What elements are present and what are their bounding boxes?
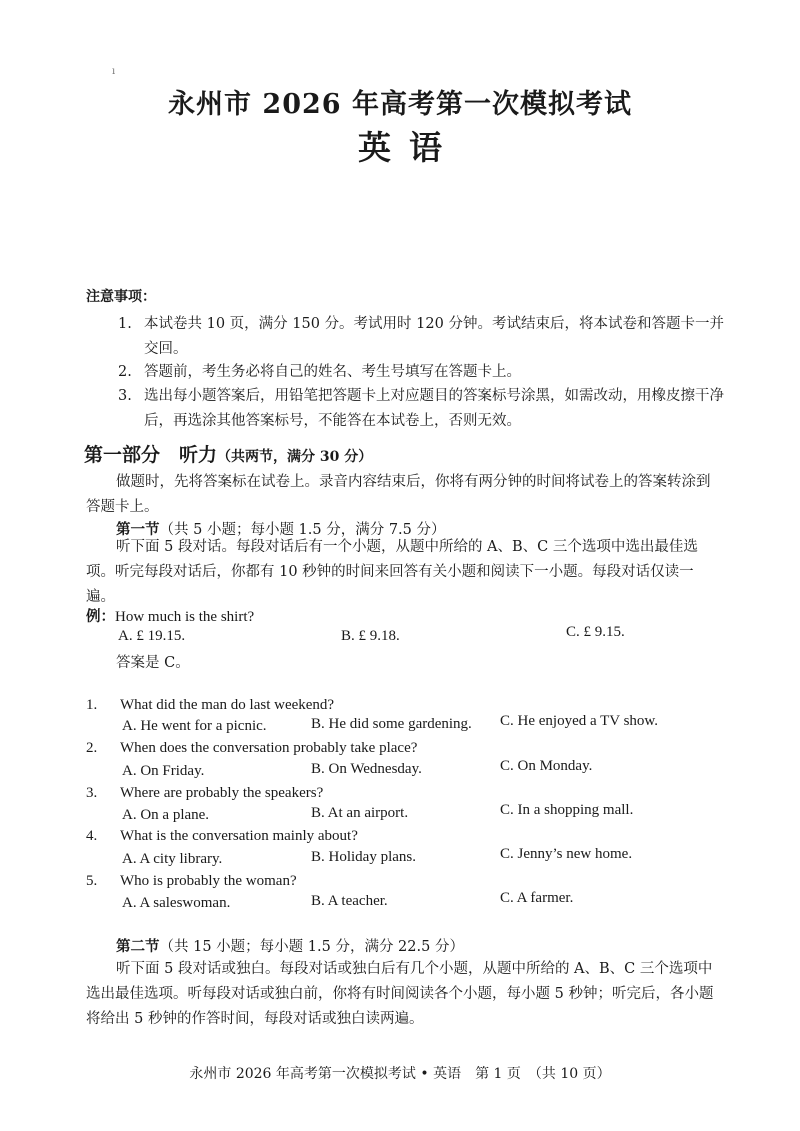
question-3-option-c: C. In a shopping mall. [500,802,634,818]
question-text: Who is probably the woman? [120,873,297,889]
note-item [118,312,728,362]
example-option-c: C. £ 9.15. [566,624,625,640]
exam-title: 永州市 2026 年高考第一次模拟考试 [168,89,632,120]
question-number: 3. [86,785,98,801]
question-1 [86,697,334,714]
notes-heading: 注意事项： [86,289,156,305]
example-label: 例： [86,608,115,625]
section2-title: 第二节 [116,938,160,955]
question-2 [86,740,417,757]
question-4-option-b: B. Holiday plans. [311,849,416,865]
note-number: 2. [118,364,132,380]
question-2-option-b: B. On Wednesday. [311,761,422,777]
corner-mark: ı [112,66,116,77]
note-item [118,360,728,385]
example-question [86,605,254,626]
example-option-a: A. £ 19.15. [118,628,186,644]
subject-title: 英语 [358,128,460,167]
question-number: 1. [86,697,98,713]
part1-title: 第一部分 听力 [84,444,218,466]
note-text: 本试卷共 10 页，满分 150 分。考试用时 120 分钟。考试结束后，将本试卷和答题卡一并交回。 [144,316,724,357]
example-answer: 答案是 C。 [116,655,190,671]
example-option-b: B. £ 9.18. [341,628,400,644]
question-5 [86,873,297,890]
page-footer: 永州市 2026 年高考第一次模拟考试 • 英语 第 1 页 （共 10 页） [189,1066,611,1082]
question-2-option-c: C. On Monday. [500,758,593,774]
section2-instructions: 听下面 5 段对话或独白。每段对话或独白后有几个小题，从题中所给的 A、B、C 三个选项中选出最佳选项。听每段对话或独白前，你将有时间阅读各个小题，每小题 5 秒钟；听完后，各小题将给出 5 秒钟的作答时间，每段对话或独白读两遍。 [86,961,714,1027]
question-5-option-c: C. A farmer. [500,890,574,906]
section2-heading [116,935,464,956]
question-1-option-a: A. He went for a picnic. [122,718,267,734]
question-2-option-a: A. On Friday. [122,763,205,779]
question-number: 5. [86,873,98,889]
question-number: 4. [86,828,98,844]
question-text: When does the conversation probably take place? [120,740,418,756]
note-number: 3. [118,388,132,404]
question-1-option-c: C. He enjoyed a TV show. [500,713,659,729]
question-text: What did the man do last weekend? [120,697,335,713]
part1-heading [84,440,372,467]
section1-meta: （共 5 小题；每小题 1.5 分，满分 7.5 分） [159,522,446,538]
section2-meta: （共 15 小题；每小题 1.5 分，满分 22.5 分） [159,939,464,955]
question-4 [86,828,358,845]
note-number: 1. [118,316,132,332]
question-3-option-b: B. At an airport. [311,805,409,821]
section1-instructions: 听下面 5 段对话。每段对话后有一个小题，从题中所给的 A、B、C 三个选项中选出最佳选项。听完每段对话后，你都有 10 秒钟的时间来回答有关小题和阅读下一小题。每段对话仅读一遍。 [86,539,698,605]
question-3 [86,785,323,802]
example-question-text: How much is the shirt? [115,609,255,625]
question-number: 2. [86,740,98,756]
question-1-option-b: B. He did some gardening. [311,716,472,732]
question-5-option-a: A. A saleswoman. [122,895,231,911]
note-text: 答题前，考生务必将自己的姓名、考生号填写在答题卡上。 [144,364,521,380]
question-text: Where are probably the speakers? [120,785,324,801]
question-5-option-b: B. A teacher. [311,893,388,909]
question-4-option-a: A. A city library. [122,851,223,867]
question-3-option-a: A. On a plane. [122,807,210,823]
note-item [118,384,728,434]
question-4-option-c: C. Jenny’s new home. [500,846,633,862]
question-text: What is the conversation mainly about? [120,828,358,844]
note-text: 选出每小题答案后，用铅笔把答题卡上对应题目的答案标号涂黑，如需改动，用橡皮擦干净后，再选涂其他答案标号，不能答在本试卷上，否则无效。 [144,388,724,429]
part1-subtitle: （共两节，满分 30 分） [217,449,373,465]
part1-intro: 做题时，先将答案标在试卷上。录音内容结束后，你将有两分钟的时间将试卷上的答案转涂到答题卡上。 [86,474,711,515]
section1-title: 第一节 [116,521,160,538]
